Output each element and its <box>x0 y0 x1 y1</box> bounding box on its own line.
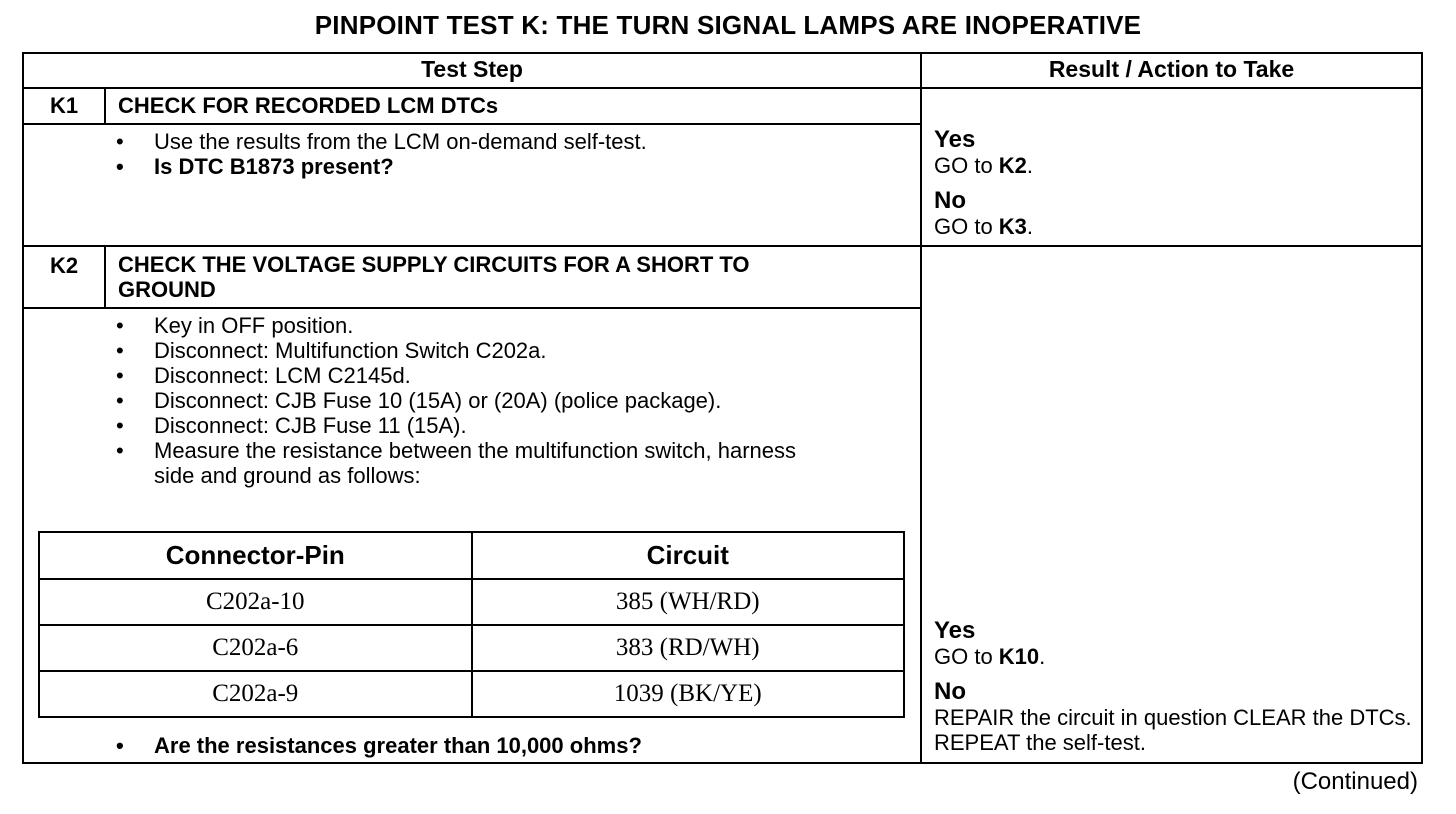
pin-cell: C202a-10 <box>39 579 472 625</box>
k2-step-title <box>118 252 908 302</box>
k1-step-id: K1 <box>49 93 79 118</box>
k2-yes-label: Yes <box>934 617 976 644</box>
k1-bullet: • Use the results from the LCM on-demand self-test. <box>116 129 906 154</box>
table-border-left <box>22 52 24 764</box>
k2-yes-text: GO to <box>934 644 999 669</box>
pin-table-header-circuit: Circuit <box>472 532 905 579</box>
k2-no-action: REPAIR the circuit in question CLEAR the DTCs. REPEAT the self-test. <box>934 705 1412 755</box>
k2-no-label: No <box>934 678 966 705</box>
k2-question-list <box>116 733 906 758</box>
k2-title-divider <box>22 307 922 309</box>
column-divider <box>920 52 922 764</box>
k2-bullets <box>116 313 816 488</box>
header-test-step: Test Step <box>421 56 523 82</box>
connector-pin-table <box>38 531 905 718</box>
circuit-cell: 385 (WH/RD) <box>472 579 905 625</box>
pin-table-header-row <box>39 532 904 579</box>
header-result-action: Result / Action to Take <box>1048 56 1295 82</box>
k1-k2-divider <box>22 245 1423 247</box>
k1-id-divider <box>104 87 106 125</box>
k1-step-title: CHECK FOR RECORDED LCM DTCs <box>118 93 499 118</box>
k2-bullet: • Disconnect: LCM C2145d. <box>116 363 816 388</box>
k1-no-label: No <box>934 187 966 214</box>
k1-no-target: K3 <box>998 214 1027 239</box>
k1-yes-action <box>934 153 1033 178</box>
k2-bullet: • Disconnect: CJB Fuse 10 (15A) or (20A) (police package). <box>116 388 816 413</box>
k2-yes-action <box>934 644 1414 669</box>
k1-bullets <box>116 129 906 179</box>
k2-bullet: • Disconnect: CJB Fuse 11 (15A). <box>116 413 816 438</box>
k1-result <box>934 127 1033 239</box>
k2-title-line1: CHECK THE VOLTAGE SUPPLY CIRCUITS FOR A SHORT TO <box>118 252 750 277</box>
table-border-bottom <box>22 762 1423 764</box>
k2-bullet: • Disconnect: Multifunction Switch C202a. <box>116 338 816 363</box>
k1-no-text: GO to <box>934 214 999 239</box>
k1-no-period: . <box>1026 214 1034 239</box>
k2-question: • Are the resistances greater than 10,000 ohms? <box>116 733 906 758</box>
k1-question: • Is DTC B1873 present? <box>116 154 906 179</box>
table-row <box>39 671 904 717</box>
k2-step-id: K2 <box>49 253 79 278</box>
k2-bullet: • Key in OFF position. <box>116 313 816 338</box>
k1-yes-target: K2 <box>998 153 1027 178</box>
header-divider <box>22 87 1423 89</box>
k2-id-divider <box>104 245 106 307</box>
k1-no-action <box>934 214 1033 239</box>
k1-title-divider <box>22 123 922 125</box>
pin-table-header-connector: Connector-Pin <box>39 532 472 579</box>
circuit-cell: 1039 (BK/YE) <box>472 671 905 717</box>
k2-result <box>934 618 1414 755</box>
k2-title-line2: GROUND <box>118 277 216 302</box>
k2-yes-target: K10 <box>998 644 1040 669</box>
k1-yes-period: . <box>1026 153 1034 178</box>
pin-cell: C202a-6 <box>39 625 472 671</box>
table-row <box>39 579 904 625</box>
table-border-top <box>22 52 1423 54</box>
table-row <box>39 625 904 671</box>
continued-label: (Continued) <box>1292 768 1418 795</box>
k1-yes-text: GO to <box>934 153 999 178</box>
page-title: PINPOINT TEST K: THE TURN SIGNAL LAMPS ARE INOPERATIVE <box>314 10 1142 40</box>
k1-yes-label: Yes <box>934 126 976 153</box>
pin-cell: C202a-9 <box>39 671 472 717</box>
pinpoint-test-table <box>22 52 1423 764</box>
table-border-right <box>1421 52 1423 764</box>
k2-bullet: • Measure the resistance between the multifunction switch, harness side and ground as follows: <box>116 438 816 488</box>
k2-yes-period: . <box>1039 644 1046 669</box>
circuit-cell: 383 (RD/WH) <box>472 625 905 671</box>
